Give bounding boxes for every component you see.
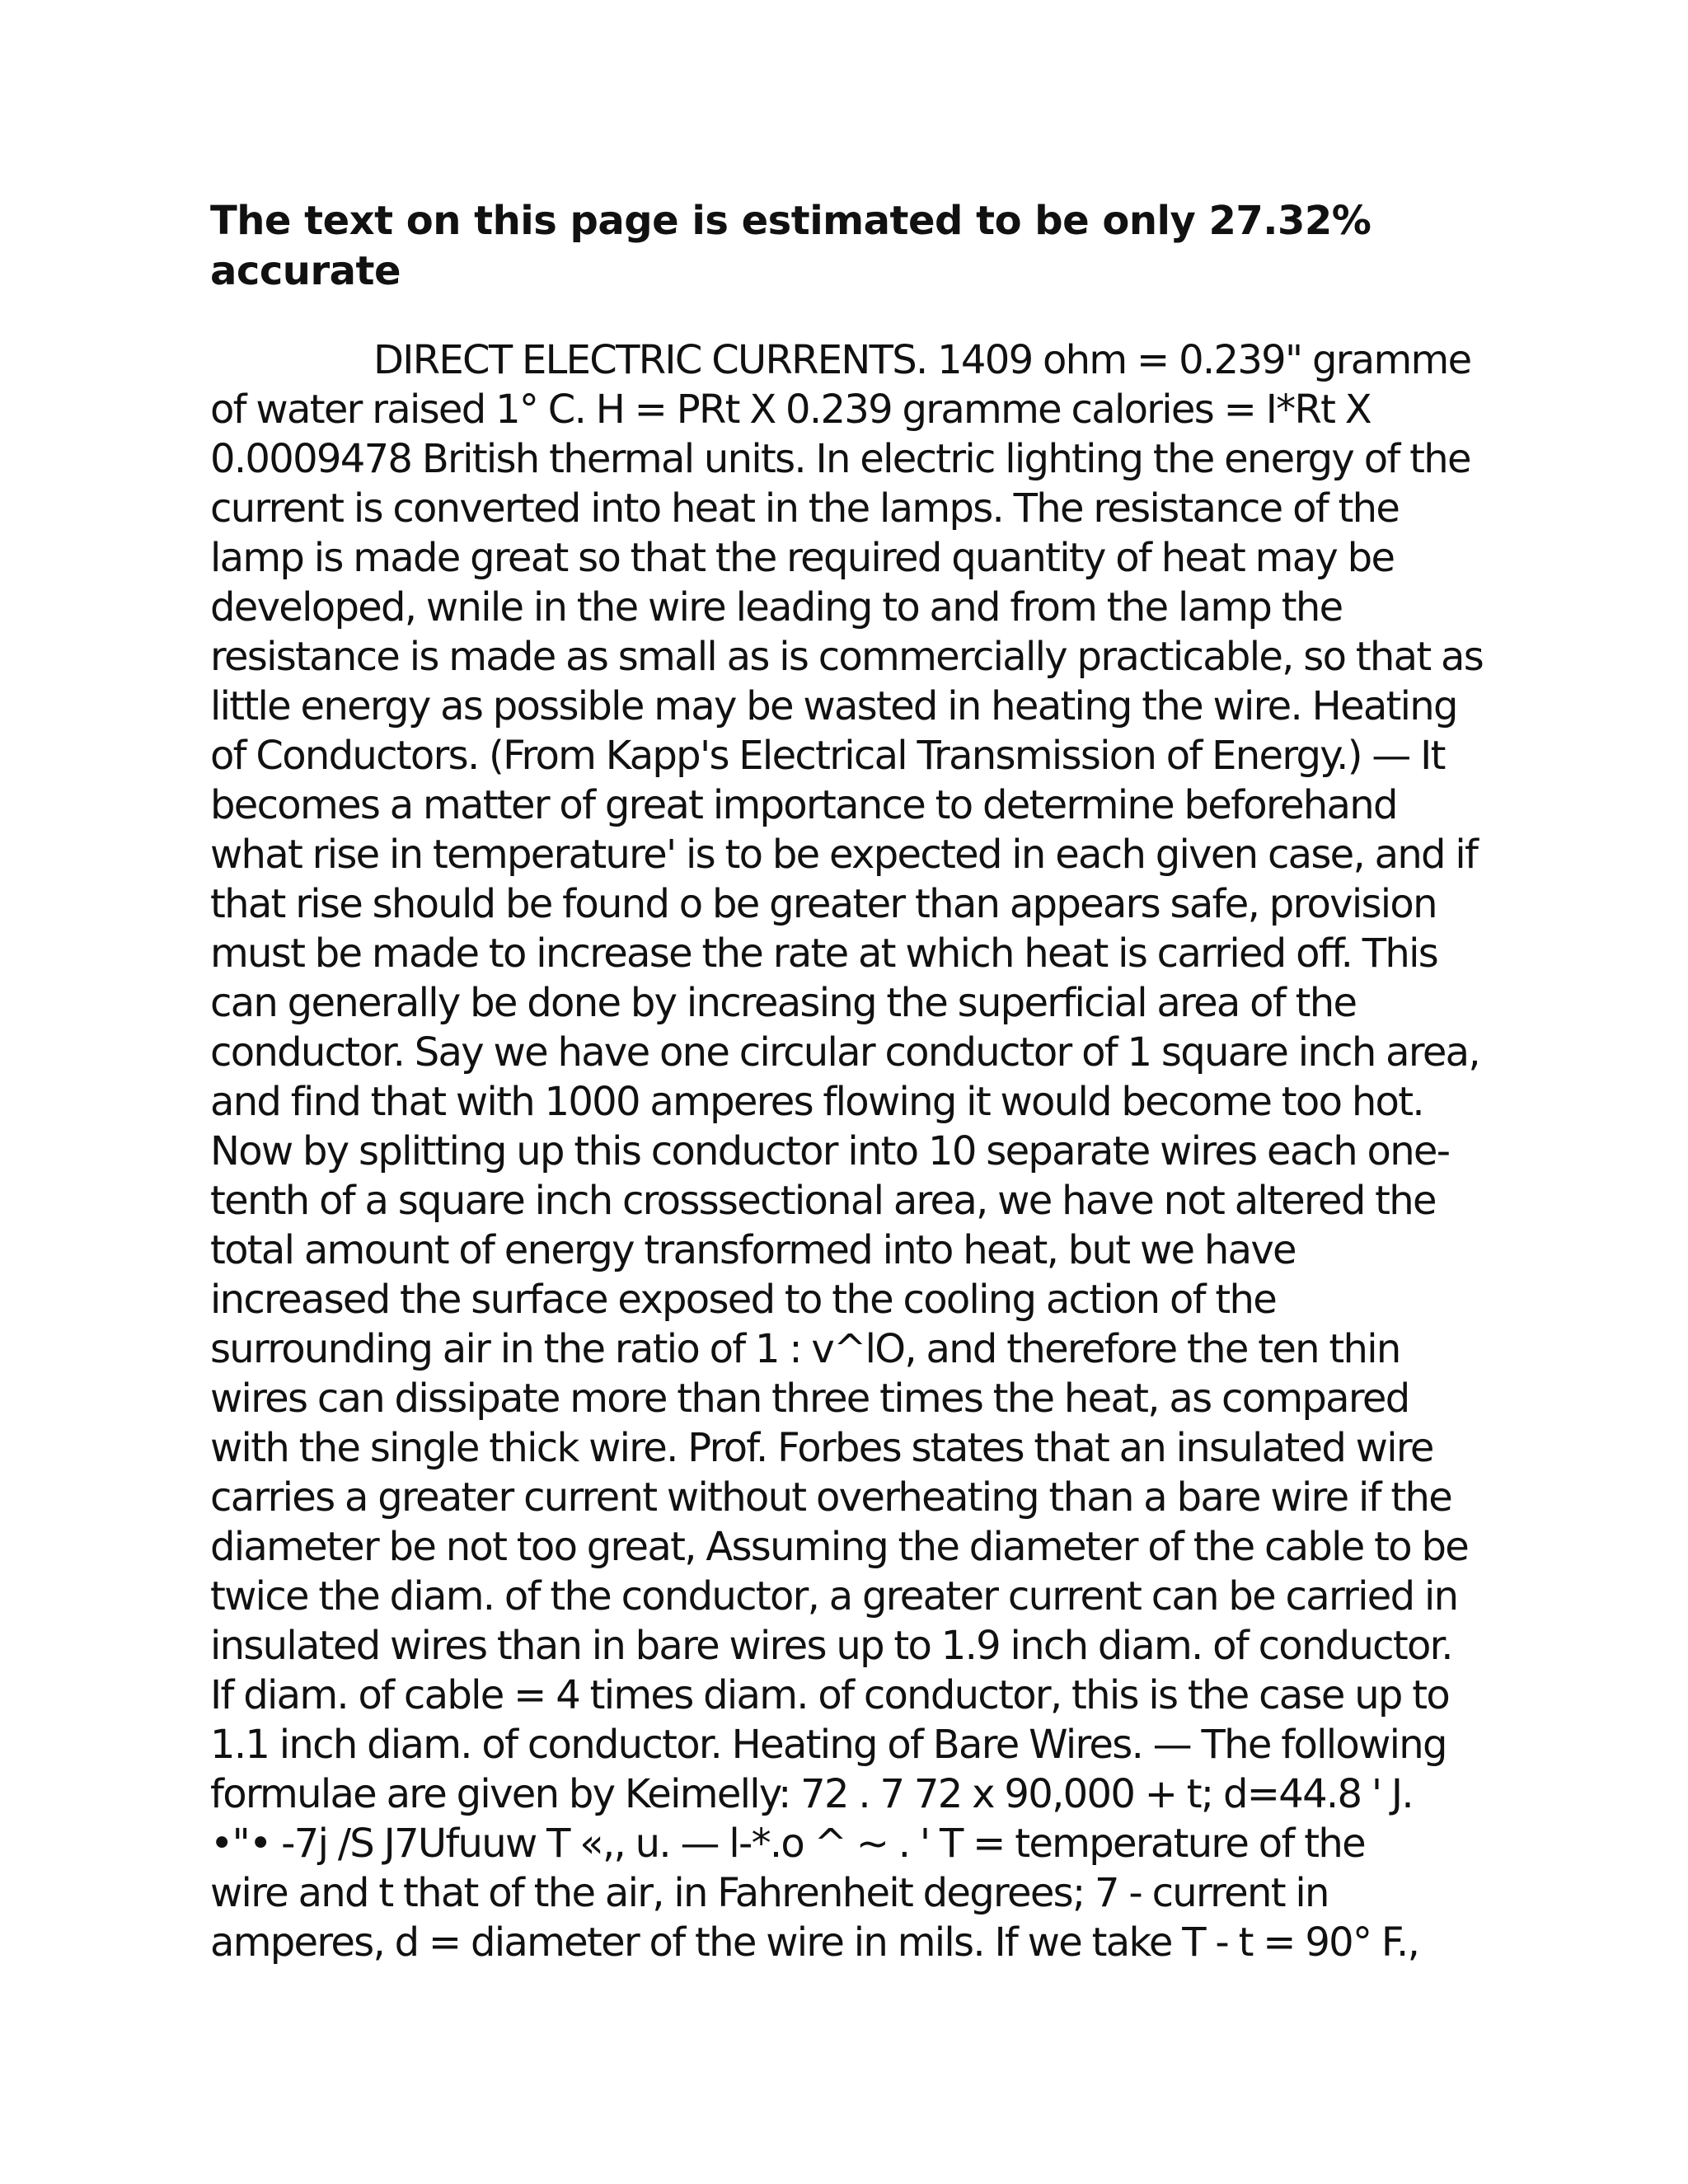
text-line: with the single thick wire. Prof. Forbes states that an insulated wire bbox=[210, 1425, 1433, 1471]
text-line: •"• -7j /S J7Ufuuw T «,, u. — l-*.o ^ ~ . ' T = temperature of the bbox=[210, 1821, 1365, 1867]
text-line: 0.0009478 British thermal units. In electric lighting the energy of the bbox=[210, 436, 1470, 482]
text-line: what rise in temperature' is to be expected in each given case, and if bbox=[210, 832, 1478, 878]
text-line: carries a greater current without overheating than a bare wire if the bbox=[210, 1474, 1452, 1521]
heading-line: accurate bbox=[210, 248, 401, 294]
text-line: can generally be done by increasing the superficial area of the bbox=[210, 980, 1357, 1026]
text-line: that rise should be found o be greater than appears safe, provision bbox=[210, 881, 1437, 927]
ocr-body-text bbox=[210, 335, 1496, 1967]
text-line: lamp is made great so that the required quantity of heat may be bbox=[210, 535, 1395, 581]
text-line: surrounding air in the ratio of 1 : v^lO, and therefore the ten thin bbox=[210, 1326, 1400, 1372]
text-line: and find that with 1000 amperes flowing it would become too hot. bbox=[210, 1079, 1423, 1125]
text-line: increased the surface exposed to the cooling action of the bbox=[210, 1277, 1277, 1323]
text-line: twice the diam. of the conductor, a greater current can be carried in bbox=[210, 1573, 1458, 1619]
text-line: wires can dissipate more than three times the heat, as compared bbox=[210, 1376, 1409, 1422]
text-line: resistance is made as small as is commercially practicable, so that as bbox=[210, 634, 1484, 680]
text-line: amperes, d = diameter of the wire in mils. If we take T - t = 90° F., bbox=[210, 1919, 1419, 1966]
text-line: total amount of energy transformed into heat, but we have bbox=[210, 1227, 1296, 1273]
text-line: wire and t that of the air, in Fahrenheit degrees; 7 - current in bbox=[210, 1870, 1329, 1916]
text-line: formulae are given by Keimelly: 72 . 7 72 x 90,000 + t; d=44.8 ' J. bbox=[210, 1771, 1413, 1817]
text-line: conductor. Say we have one circular conductor of 1 square inch area, bbox=[210, 1029, 1479, 1076]
text-line: little energy as possible may be wasted in heating the wire. Heating bbox=[210, 683, 1457, 729]
text-line: must be made to increase the rate at which heat is carried off. This bbox=[210, 930, 1438, 977]
text-line: of water raised 1° C. H = PRt X 0.239 gramme calories = I*Rt X bbox=[210, 387, 1371, 433]
text-line: insulated wires than in bare wires up to 1.9 inch diam. of conductor. bbox=[210, 1623, 1452, 1669]
text-line: becomes a matter of great importance to determine beforehand bbox=[210, 782, 1397, 828]
text-line: diameter be not too great, Assuming the diameter of the cable to be bbox=[210, 1524, 1469, 1570]
accuracy-heading bbox=[210, 196, 1496, 297]
text-line: tenth of a square inch crosssectional area, we have not altered the bbox=[210, 1178, 1436, 1224]
text-line: Now by splitting up this conductor into 10 separate wires each one- bbox=[210, 1128, 1450, 1174]
text-line: current is converted into heat in the lamps. The resistance of the bbox=[210, 485, 1400, 532]
text-line: DIRECT ELECTRIC CURRENTS. 1409 ohm = 0.239" gramme bbox=[373, 337, 1471, 383]
heading-line: The text on this page is estimated to be only 27.32% bbox=[210, 198, 1372, 244]
document-page bbox=[210, 196, 1496, 1967]
text-line: If diam. of cable = 4 times diam. of conductor, this is the case up to bbox=[210, 1672, 1450, 1718]
text-line: 1.1 inch diam. of conductor. Heating of Bare Wires. — The following bbox=[210, 1722, 1447, 1768]
text-line: developed, wnile in the wire leading to and from the lamp the bbox=[210, 584, 1343, 630]
text-line: of Conductors. (From Kapp's Electrical Transmission of Energy.) — It bbox=[210, 733, 1445, 779]
